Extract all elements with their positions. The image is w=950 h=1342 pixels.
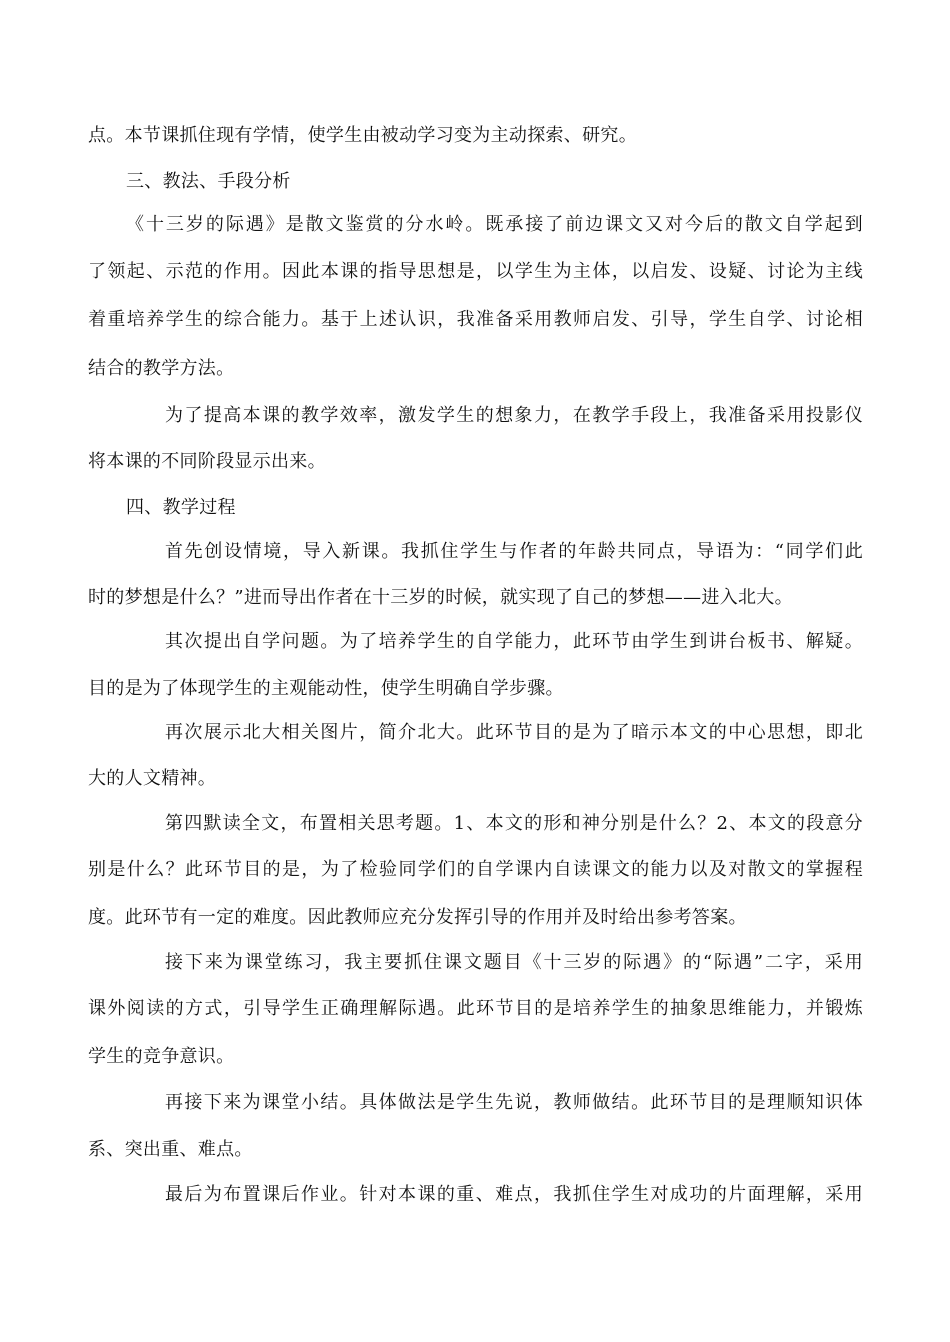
text-line: 最后为布置课后作业。针对本课的重、难点，我抓住学生对成功的片面理解，采用 [165,1184,863,1205]
text-line: 系、突出重、难点。 [88,1139,253,1160]
text-line: 再次展示北大相关图片，简介北大。此环节目的是为了暗示本文的中心思想，即北 [165,722,863,743]
text-line: 目的是为了体现学生的主观能动性，使学生明确自学步骤。 [88,678,564,699]
text-line: 其次提出自学问题。为了培养学生的自学能力，此环节由学生到讲台板书、解疑。 [165,631,863,652]
text-line: 《十三岁的际遇》是散文鉴赏的分水岭。既承接了前边课文又对今后的散文自学起到 [126,214,863,235]
text-line: 首先创设情境，导入新课。我抓住学生与作者的年龄共同点，导语为：“同学们此 [165,541,863,562]
text-line: 点。本节课抓住现有学情，使学生由被动学习变为主动探索、研究。 [88,125,637,146]
section-heading: 三、教法、手段分析 [126,171,291,192]
text-line: 结合的教学方法。 [88,358,235,379]
text-line: 大的人文精神。 [88,768,217,789]
text-line: 着重培养学生的综合能力。基于上述认识，我准备采用教师启发、引导，学生自学、讨论相 [88,309,863,330]
text-line: 时的梦想是什么？”进而导出作者在十三岁的时候，就实现了自己的梦想——进入北大。 [88,587,793,608]
text-line: 再接下来为课堂小结。具体做法是学生先说，教师做结。此环节目的是理顺知识体 [165,1092,863,1113]
text-line: 为了提高本课的教学效率，激发学生的想象力，在教学手段上，我准备采用投影仪 [165,405,863,426]
text-line: 别是什么？此环节目的是，为了检验同学们的自学课内自读课文的能力以及对散文的掌握程 [88,859,863,880]
text-line: 了领起、示范的作用。因此本课的指导思想是，以学生为主体，以启发、设疑、讨论为主线 [88,261,863,282]
text-line: 课外阅读的方式，引导学生正确理解际遇。此环节目的是培养学生的抽象思维能力，并锻炼 [88,998,863,1019]
text-line: 度。此环节有一定的难度。因此教师应充分发挥引导的作用并及时给出参考答案。 [88,907,747,928]
section-heading: 四、教学过程 [126,497,236,518]
text-line: 第四默读全文，布置相关思考题。1、本文的形和神分别是什么？2、本文的段意分 [165,813,863,834]
text-line: 接下来为课堂练习，我主要抓住课文题目《十三岁的际遇》的“际遇”二字，采用 [165,952,863,973]
text-line: 将本课的不同阶段显示出来。 [88,451,326,472]
text-line: 学生的竞争意识。 [88,1046,235,1067]
